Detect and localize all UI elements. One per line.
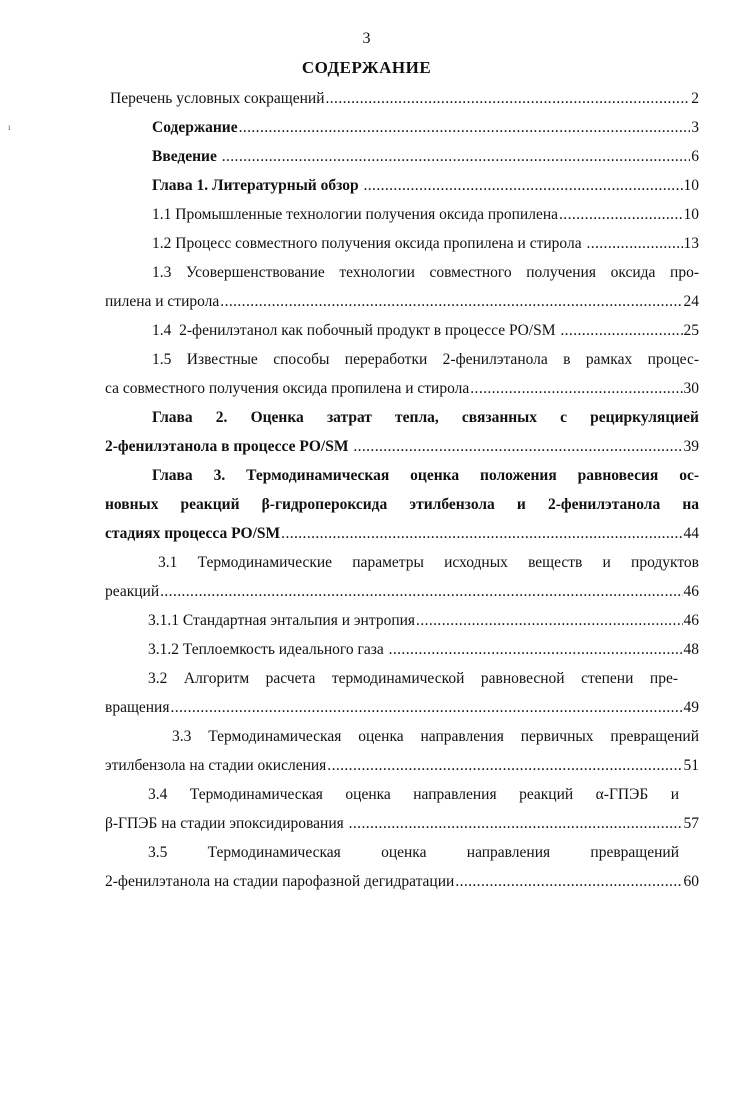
page-title: СОДЕРЖАНИЕ [301,58,432,77]
dot-leader [364,176,683,196]
toc-entry-section-3-1-line1[interactable]: 3.1 Термодинамические параметры исходных веществ и продуктов [158,554,699,571]
dot-leader [559,205,682,225]
dot-leader [160,582,682,602]
toc-page-number: 57 [683,815,699,832]
toc-entry-label: 1.1 Промышленные технологии получения оксида пропилена [152,206,559,223]
toc-entry-section-3-5-line1[interactable]: 3.5 Термодинамическая оценка направления превращений [148,844,679,861]
toc-entry-section-1-2[interactable] [152,234,699,254]
dot-leader [455,872,682,892]
toc-page-number: 49 [683,699,699,716]
toc-page-number: 2 [691,90,699,107]
toc-entry-chapter-3[interactable] [105,524,699,544]
dot-leader [416,611,682,631]
dot-leader [281,524,682,544]
toc-entry-contents[interactable] [152,118,699,138]
toc-entry-section-1-3-line1[interactable]: 1.3 Усовершенствование технологии совместного получения оксида про- [152,264,699,281]
toc-entry-section-3-2-line1[interactable]: 3.2 Алгоритм расчета термодинамической равновесной степени пре- [148,670,678,687]
toc-entry-label: β-ГПЭБ на стадии эпоксидирования [105,815,348,832]
toc-entry-section-3-5[interactable] [105,872,699,892]
toc-page-number: 46 [683,612,699,629]
toc-entry-section-3-3-line1[interactable]: 3.3 Термодинамическая оценка направления первичных превращений [172,728,699,745]
toc-entry-label: Введение [152,148,221,165]
toc-page-number: 44 [683,525,699,542]
dot-leader [353,437,682,457]
toc-page-number: 10 [683,206,699,223]
toc-entry-label: вращения [105,699,170,716]
toc-entry-section-1-1[interactable] [152,205,699,225]
toc-page-number: 6 [691,148,699,165]
toc-entry-section-1-3[interactable] [105,292,699,312]
toc-page-number: 60 [683,873,699,890]
dot-leader [327,756,682,776]
dot-leader [239,118,691,138]
dot-leader [586,234,682,254]
toc-page-number: 24 [683,293,699,310]
dot-leader [326,89,691,109]
toc-entry-section-1-5[interactable] [105,379,699,399]
toc-entry-chapter-3-line1[interactable]: Глава 3. Термодинамическая оценка положения равновесия ос- [152,467,699,484]
toc-entry-section-3-1[interactable] [105,582,699,602]
toc-entry-label: реакций [105,583,160,600]
toc-entry-label: пилена и стирола [105,293,220,310]
toc-entry-label: 2-фенилэтанола в процессе PO/SM [105,438,353,455]
toc-entry-section-3-4-line1[interactable]: 3.4 Термодинамическая оценка направления реакций α-ГПЭБ и [148,786,679,803]
toc-entry-chapter-2[interactable] [105,437,699,457]
toc-entry-section-1-4[interactable] [152,321,699,341]
dot-leader [470,379,682,399]
dot-leader [222,147,691,167]
toc-entry-label: 1.2 Процесс совместного получения оксида пропилена и стирола [152,235,586,252]
toc-entry-label: стадиях процесса PO/SM [105,525,281,542]
scan-artifact-mark: ı [8,122,11,132]
toc-entry-section-1-5-line1[interactable]: 1.5 Известные способы переработки 2-фенилэтанола в рамках процес- [152,351,699,368]
toc-page-number: 30 [683,380,699,397]
toc-page-number: 13 [683,235,699,252]
toc-entry-abbreviations[interactable] [110,89,699,109]
dot-leader [170,698,682,718]
toc-entry-section-3-3[interactable] [105,756,699,776]
toc-entry-section-3-1-1[interactable] [148,611,699,631]
toc-entry-label: этилбензола на стадии окисления [105,757,327,774]
toc-entry-label: 2-фенилэтанола на стадии парофазной дегидратации [105,873,455,890]
toc-entry-chapter-1[interactable] [152,176,699,196]
dot-leader [560,321,682,341]
toc-entry-label: са совместного получения оксида пропилена и стирола [105,380,470,397]
toc-entry-label: 3.1.2 Теплоемкость идеального газа [148,641,388,658]
toc-page-number: 3 [691,119,699,136]
toc-entry-label: Глава 1. Литературный обзор [152,177,363,194]
toc-entry-label: Содержание [152,119,238,136]
toc-page-number: 46 [683,583,699,600]
toc-page-number: 39 [683,438,699,455]
toc-entry-section-3-1-2[interactable] [148,640,699,660]
toc-entry-section-3-4[interactable] [105,814,699,834]
toc-entry-chapter-2-line1[interactable]: Глава 2. Оценка затрат тепла, связанных с рециркуляцией [152,409,699,426]
toc-entry-introduction[interactable] [152,147,699,167]
toc-page-number: 48 [683,641,699,658]
toc-entry-label: 3.1.1 Стандартная энтальпия и энтропия [148,612,416,629]
dot-leader [389,640,683,660]
toc-entry-section-3-2[interactable] [105,698,699,718]
toc-entry-chapter-3-line2[interactable]: новных реакций β-гидропероксида этилбензола и 2-фенилэтанола на [105,496,699,513]
toc-entry-label: Перечень условных сокращений [110,90,325,107]
dot-leader [220,292,682,312]
toc-page-number: 25 [683,322,699,339]
dot-leader [349,814,683,834]
toc-entry-label: 1.4 2-фенилэтанол как побочный продукт в процессе PO/SM [152,322,560,339]
page-number: 3 [362,30,371,47]
toc-page-number: 51 [683,757,699,774]
toc-page-number: 10 [683,177,699,194]
